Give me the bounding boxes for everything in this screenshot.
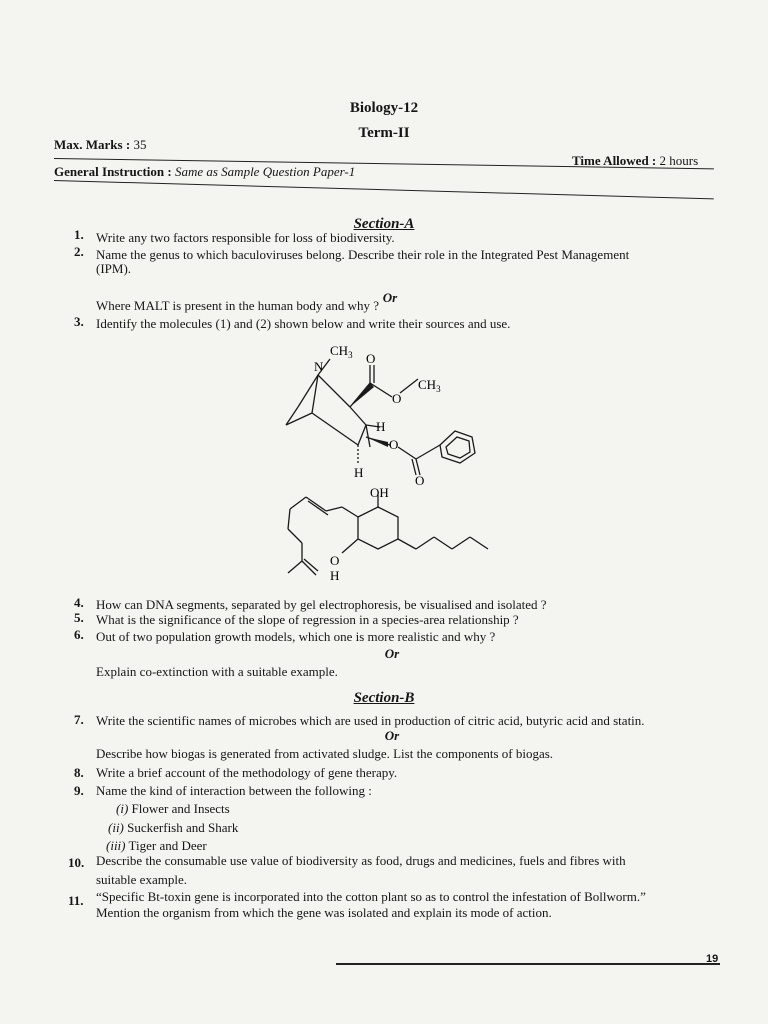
q2-alternative: Where MALT is present in the human body and why ? [96, 298, 380, 313]
molecule-1-diagram [270, 335, 500, 485]
q9-item-2-marker: (ii) [108, 820, 124, 835]
q9-item-3 [106, 838, 207, 854]
q7-text: Write the scientific names of microbes which are used in production of citric acid, butyric acid and statin. [96, 713, 645, 728]
mol1-h-mid: H [376, 419, 386, 434]
q10-number: 10. [68, 855, 85, 870]
mol2-oh: OH [370, 485, 389, 500]
q2-or: Or [382, 290, 398, 305]
footer-rule [336, 963, 720, 965]
q9-item-3-text: Tiger and Deer [128, 838, 207, 853]
q6-number: 6. [74, 627, 84, 642]
section-a-title: Section-A [353, 216, 415, 232]
molecule-2-diagram [270, 485, 500, 585]
q3-number: 3. [74, 314, 84, 329]
q1-text: Write any two factors responsible for loss of biodiversity. [96, 230, 395, 245]
subject-title: Biology-12 [349, 100, 419, 116]
q1-number: 1. [74, 227, 84, 242]
q4-text: How can DNA segments, separated by gel electrophoresis, be visualised and isolated ? [96, 597, 547, 612]
q10-text: Describe the consumable use value of biodiversity as food, drugs and medicines, fuels and fibres with [96, 853, 626, 868]
instruction-label: General Instruction : [54, 164, 172, 179]
q9-item-2-text: Suckerfish and Shark [127, 820, 239, 835]
q8-number: 8. [74, 765, 84, 780]
q9-item-3-marker: (iii) [106, 838, 126, 853]
q2-text-continued: (IPM). [96, 261, 132, 276]
mol1-o-ester: O [392, 391, 402, 406]
page-number: 19 [706, 953, 719, 965]
q11-text-continued: Mention the organism from which the gene was isolated and explain its mode of action. [96, 905, 552, 920]
q6-or: Or [384, 646, 400, 661]
q11-number: 11. [68, 893, 84, 908]
term-title: Term-II [358, 125, 410, 141]
mol2-o: O [330, 553, 340, 568]
max-marks [54, 137, 146, 153]
q9-item-1 [116, 801, 230, 817]
mol1-ch3-n: $CH_3$ [330, 343, 353, 360]
header-rule-bottom [54, 180, 714, 199]
q3-text: Identify the molecules (1) and (2) shown below and write their sources and use. [96, 316, 511, 331]
section-b-title: Section-B [353, 690, 415, 706]
q5-number: 5. [74, 610, 84, 625]
q2-number: 2. [74, 244, 84, 259]
mol1-h-bottom: H [354, 465, 364, 480]
q2-text: Name the genus to which baculoviruses belong. Describe their role in the Integrated Pest Management [96, 247, 630, 262]
q7-number: 7. [74, 712, 84, 727]
mol2-h: H [330, 568, 340, 583]
mol1-o-benz: O [389, 437, 399, 452]
q9-number: 9. [74, 783, 84, 798]
q9-item-1-text: Flower and Insects [131, 801, 230, 816]
q9-text: Name the kind of interaction between the following : [96, 783, 372, 798]
q11-text: “Specific Bt-toxin gene is incorporated into the cotton plant so as to control the infestation of Bollworm.” [96, 889, 646, 904]
q9-item-1-marker: (i) [116, 801, 129, 816]
q6-alternative: Explain co-extinction with a suitable example. [96, 664, 338, 679]
q7-or: Or [384, 728, 400, 743]
q9-item-2 [108, 820, 238, 836]
instruction-value: Same as Sample Question Paper-1 [174, 164, 356, 179]
max-marks-value: 35 [133, 137, 147, 152]
q4-number: 4. [74, 595, 84, 610]
time-allowed-value: 2 hours [659, 153, 699, 168]
mol1-n: N [314, 359, 324, 374]
q6-text: Out of two population growth models, which one is more realistic and why ? [96, 629, 496, 644]
general-instruction [54, 164, 355, 180]
mol1-o-bottom: O [415, 473, 425, 485]
q8-text: Write a brief account of the methodology of gene therapy. [96, 765, 398, 780]
time-allowed-label: Time Allowed : [572, 153, 657, 168]
mol1-ch3-ester: $CH_3$ [418, 377, 441, 394]
max-marks-label: Max. Marks : [54, 137, 131, 152]
q10-text-continued: suitable example. [96, 872, 187, 887]
mol1-o-top: O [366, 351, 376, 366]
q5-text: What is the significance of the slope of regression in a species-area relationship ? [96, 612, 519, 627]
q7-alternative: Describe how biogas is generated from activated sludge. List the components of biogas. [96, 746, 554, 761]
